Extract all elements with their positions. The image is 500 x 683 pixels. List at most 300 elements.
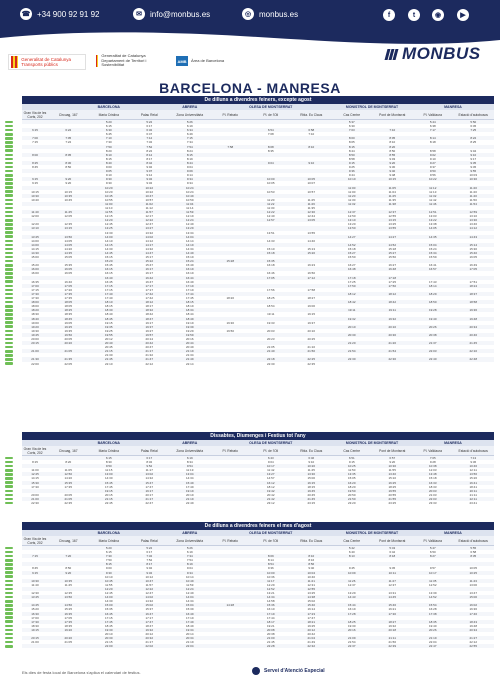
time-cell: 22:02 (145, 644, 153, 649)
time-cell: 9:54 (186, 464, 193, 469)
time-cell: 15:30 (31, 480, 39, 485)
time-cell: 15:44 (347, 603, 356, 608)
time-cell: 11:19 (186, 468, 194, 473)
time-cell: 14:14 (185, 238, 194, 243)
column-label: Maria Cristina (98, 112, 119, 117)
time-cell: 6:45 (470, 124, 477, 129)
column-label: Zona Universitària (176, 448, 204, 453)
column-label: Pont de Montsrrat (379, 112, 406, 117)
time-cell: 9:45 (348, 566, 355, 571)
time-cell: 8:22 (146, 148, 153, 153)
time-cell: 12:49 (185, 222, 194, 227)
time-cell: 12:40 (266, 214, 275, 219)
time-cell: 11:30 (348, 197, 356, 202)
time-cell: 14:32 (145, 246, 153, 251)
column-label: Pont de Montsrrat (379, 448, 406, 453)
time-cell: 7:05 (429, 456, 436, 460)
time-cell: 14:00 (104, 595, 113, 600)
time-cell: 19:05 (64, 320, 72, 325)
time-cell: 19:40 (428, 623, 437, 628)
time-cell: 7:52 (146, 558, 153, 563)
time-cell: 10:15 (388, 177, 396, 182)
time-cell: 13:30 (307, 472, 315, 477)
time-cell: 10:36 (266, 574, 275, 579)
time-cell: 15:59 (428, 255, 437, 260)
time-cell (48, 644, 89, 648)
time-cell: 6:19 (186, 550, 193, 555)
time-cell: 9:28 (429, 460, 436, 465)
time-cell: 5:20 (105, 546, 112, 550)
time-cell: 12:15 (104, 214, 113, 219)
globe-icon: ◎ (242, 8, 254, 20)
time-cell: 15:18 (266, 251, 275, 255)
time-cell: 17:42 (145, 291, 153, 296)
timetable-section (22, 96, 494, 366)
time-cell: 18:15 (185, 300, 194, 305)
info-icon (252, 667, 260, 675)
time-cell: 22:00 (31, 361, 39, 366)
time-cell: 15:10 (388, 476, 396, 481)
table-row (22, 501, 494, 505)
time-cell: 10:11 (388, 570, 396, 575)
column-label: Rbla. Eu Claus (300, 538, 323, 543)
time-cell: 22:12 (145, 361, 153, 366)
time-cell: 18:42 (347, 300, 356, 305)
time-cell: 10:22 (145, 185, 153, 190)
time-cell: 9:32 (146, 177, 153, 182)
time-cell: 9:30 (105, 177, 112, 182)
time-cell: 9:30 (389, 165, 396, 170)
time-cell: 13:15 (388, 218, 396, 223)
column-label: Pl. Valldaura (423, 112, 442, 117)
time-cell: 16:40 (104, 275, 113, 280)
calendar-icon (3, 644, 17, 648)
time-cell: 18:10 (104, 300, 113, 305)
time-cell: 18:58 (469, 300, 477, 305)
time-cell: 20:03 (266, 328, 275, 333)
time-cell: 15:34 (428, 251, 437, 255)
time-cell: 12:47 (145, 591, 153, 596)
time-cell: 8:55 (389, 152, 396, 157)
time-cell: 17:30 (31, 291, 39, 296)
time-cell: 17:05 (64, 283, 72, 288)
time-cell: 22:12 (469, 640, 477, 645)
time-cell: 10:20 (104, 189, 113, 194)
time-cell: 9:35 (470, 160, 477, 165)
time-cell: 15:27 (347, 251, 356, 255)
time-cell: 7:00 (32, 136, 38, 141)
time-cell: 14:34 (266, 595, 275, 600)
time-cell: 15:04 (185, 603, 194, 608)
time-cell: 7:58 (227, 144, 234, 149)
time-cell: 15:54 (428, 603, 437, 608)
time-cell: 21:15 (104, 496, 113, 501)
time-cell: 10:57 (145, 197, 153, 202)
time-cell: 6:58 (470, 550, 477, 555)
footnote: Els dies de festa local de Barcelona s'aplica el calendari de festius. (22, 670, 141, 675)
time-cell: 15:19 (185, 255, 194, 260)
time-cell: 8:00 (348, 136, 355, 141)
time-cell: 15:50 (347, 255, 356, 260)
time-cell: 19:29 (185, 328, 194, 333)
time-cell: 12:45 (31, 472, 39, 477)
time-cell: 12:29 (266, 582, 275, 587)
time-cell: 20:16 (185, 336, 194, 341)
time-cell: 19:32 (145, 627, 153, 632)
time-cell: 20:11 (469, 488, 477, 493)
time-cell: 13:27 (145, 226, 153, 231)
time-cell: 16:19 (347, 607, 356, 612)
time-cell: 20:05 (64, 492, 72, 497)
time-cell: 12:31 (307, 582, 315, 587)
time-cell: 7:22 (65, 140, 72, 145)
table-row (22, 644, 494, 648)
time-cell: 12:30 (307, 210, 315, 215)
time-cell: 19:28 (428, 308, 437, 313)
time-cell: 6:43 (267, 456, 274, 460)
instagram-icon[interactable]: ◉ (432, 9, 444, 21)
time-cell: 19:45 (307, 488, 315, 493)
origin-label: MANRESA (444, 531, 462, 535)
time-cell: 17:35 (64, 291, 72, 296)
time-cell: 18:25 (266, 296, 275, 301)
time-cell: 5:50 (470, 120, 477, 124)
time-cell: 8:18 (429, 140, 436, 145)
time-cell: 11:00 (348, 189, 356, 194)
time-cell: 12:35 (64, 591, 72, 596)
time-cell: 21:05 (64, 496, 72, 501)
time-cell: 21:17 (145, 496, 153, 501)
time-cell: 8:54 (267, 562, 274, 567)
time-cell: 17:47 (307, 615, 315, 620)
time-cell: 16:47 (145, 611, 153, 616)
time-cell: 15:45 (104, 263, 113, 268)
time-cell: 15:40 (469, 251, 477, 255)
time-cell: 11:20 (267, 197, 275, 202)
origin-label: MANRESA (444, 441, 462, 445)
time-cell: 9:02 (429, 152, 436, 157)
time-cell: 10:49 (185, 578, 194, 583)
time-cell: 12:57 (266, 218, 275, 223)
time-cell: 16:48 (347, 267, 356, 272)
time-cell: 14:04 (185, 234, 194, 239)
time-cell: 19:48 (469, 623, 477, 628)
time-cell: 14:32 (145, 476, 153, 481)
time-cell: 20:16 (347, 627, 356, 632)
time-cell: 18:42 (145, 312, 153, 317)
time-cell: 11:05 (388, 185, 396, 190)
time-cell: 10:22 (145, 189, 153, 194)
time-cell: 8:32 (146, 460, 153, 465)
time-cell: 11:13 (429, 189, 437, 194)
time-cell: 11:17 (145, 468, 153, 473)
time-cell: 11:10 (105, 205, 113, 210)
time-cell: 19:45 (31, 332, 39, 337)
time-cell: 13:10 (31, 226, 39, 231)
time-cell: 22:35 (307, 361, 315, 366)
time-cell: 14:45 (31, 603, 39, 608)
time-cell: 9:04 (186, 165, 193, 170)
support-link[interactable]: Servei d'Atenció Especial (252, 667, 325, 675)
time-cell: 14:30 (104, 599, 113, 604)
time-cell: 14:40 (307, 238, 315, 243)
time-cell: 10:09 (347, 570, 356, 575)
time-cell: 12:45 (104, 591, 113, 596)
time-cell: 13:15 (64, 226, 72, 231)
time-cell: 9:20 (389, 460, 396, 465)
time-cell: 17:40 (104, 291, 113, 296)
time-cell: 10:17 (266, 464, 275, 469)
time-cell: 20:15 (31, 341, 39, 346)
time-cell: 14:15 (104, 242, 113, 247)
time-cell: 10:07 (307, 181, 315, 186)
time-cell: 19:30 (104, 627, 113, 632)
time-cell: 9:30 (105, 570, 112, 575)
time-cell: 14:30 (104, 246, 113, 251)
time-cell: 13:30 (469, 218, 477, 223)
time-cell: 22:30 (388, 357, 396, 362)
time-cell: 15:00 (307, 476, 315, 481)
time-cell: 20:47 (145, 345, 153, 350)
time-cell: 22:05 (64, 361, 72, 366)
time-cell: 18:12 (145, 300, 153, 305)
time-cell: 15:20 (31, 607, 39, 612)
time-cell (453, 362, 494, 366)
time-cell: 9:07 (146, 169, 153, 174)
time-cell: 11:42 (267, 468, 275, 473)
time-cell (22, 644, 48, 648)
time-cell: 14:27 (388, 234, 396, 239)
time-cell: 20:08 (266, 627, 275, 632)
time-cell: 21:56 (388, 640, 396, 645)
time-cell: 18:00 (31, 304, 39, 309)
time-cell: 12:20 (31, 222, 39, 227)
time-cell: 22:37 (347, 644, 356, 649)
time-cell: 22:30 (31, 501, 39, 506)
time-cell: 7:08 (267, 132, 274, 137)
time-cell: 15:39 (185, 607, 194, 612)
service-day-markers (3, 120, 17, 366)
column-label: Pl. de l'Oli (263, 112, 279, 117)
time-cell: 8:12 (146, 152, 153, 157)
time-cell: 22:48 (469, 357, 477, 362)
time-cell: 19:50 (226, 328, 234, 333)
time-cell: 9:20 (65, 181, 72, 186)
time-cell: 10:15 (31, 189, 39, 194)
time-cell: 16:42 (145, 275, 153, 280)
time-cell: 9:27 (429, 160, 436, 165)
time-cell: 14:30 (31, 251, 39, 255)
time-cell: 15:35 (64, 263, 72, 268)
time-cell: 6:50 (429, 550, 436, 555)
time-cell: 16:47 (145, 279, 153, 284)
origin-label: BARCELONA (97, 441, 120, 445)
time-cell: 6:15 (105, 550, 112, 555)
time-cell: 11:45 (64, 582, 72, 587)
time-cell (413, 362, 454, 366)
time-cell: 15:27 (388, 251, 396, 255)
time-cell: 7:34 (186, 140, 193, 145)
time-cell: 16:44 (185, 275, 194, 280)
time-cell: 14:30 (104, 476, 113, 481)
time-cell: 20:34 (469, 324, 477, 329)
time-cell: 15:04 (428, 242, 437, 247)
time-cell: 16:46 (266, 271, 275, 276)
time-cell: 18:05 (64, 304, 72, 309)
time-cell: 17:45 (104, 484, 113, 489)
time-cell: 14:00 (31, 238, 39, 243)
time-cell: 17:45 (104, 619, 113, 624)
time-cell: 21:50 (347, 496, 356, 501)
time-cell (210, 644, 251, 648)
time-cell: 9:20 (65, 177, 72, 182)
time-cell: 6:17 (146, 456, 153, 460)
column-label: Pl. de l'Oli (263, 538, 279, 543)
time-cell: 14:02 (145, 234, 153, 239)
time-cell: 19:42 (266, 488, 275, 493)
time-cell: 13:05 (307, 218, 315, 223)
time-cell: 11:20 (348, 193, 356, 198)
time-cell: 11:32 (429, 193, 437, 198)
time-cell (372, 362, 413, 366)
time-cell: 21:50 (307, 349, 315, 354)
origin-label: BARCELONA (97, 105, 120, 109)
phone-contact[interactable] (20, 8, 100, 20)
time-cell: 10:24 (185, 189, 194, 194)
time-cell: 16:36 (469, 607, 477, 612)
time-cell: 6:30 (348, 124, 355, 129)
time-cell: 20:30 (388, 332, 396, 337)
time-cell: 17:15 (104, 287, 113, 292)
time-cell: 16:10 (266, 607, 275, 612)
time-cell: 11:22 (267, 201, 275, 206)
time-cell: 8:15 (105, 156, 112, 161)
time-cell: 8:20 (389, 144, 396, 149)
time-cell: 15:35 (266, 259, 275, 264)
time-cell: 18:00 (31, 300, 39, 305)
time-cell: 8:10 (308, 144, 315, 149)
time-cell: 13:50 (64, 234, 72, 239)
phone-number: +34 900 92 91 92 (37, 9, 100, 19)
time-cell: 22:18 (266, 357, 275, 362)
time-cell: 20:15 (104, 492, 113, 497)
time-cell: 15:49 (185, 480, 194, 485)
time-cell: 20:18 (388, 627, 396, 632)
time-cell: 18:29 (428, 291, 437, 296)
phone-icon: ☎ (20, 8, 32, 20)
time-cell: 6:49 (186, 132, 193, 137)
time-cell: 10:55 (104, 197, 113, 202)
web-contact[interactable] (242, 8, 298, 20)
time-cell: 15:00 (31, 255, 39, 260)
twitter-icon[interactable]: t (408, 9, 420, 21)
time-cell: 17:42 (145, 296, 153, 301)
time-cell: 15:45 (104, 480, 113, 485)
time-cell: 9:40 (389, 169, 396, 174)
time-cell: 20:42 (145, 341, 153, 346)
time-cell: 9:09 (186, 169, 193, 174)
time-cell: 19:17 (145, 320, 153, 325)
time-cell: 18:12 (388, 291, 396, 296)
time-cell: 8:05 (389, 136, 396, 141)
time-cell: 14:02 (145, 595, 153, 600)
time-cell: 8:15 (348, 144, 355, 149)
time-cell: 9:32 (146, 570, 153, 575)
time-cell: 9:34 (186, 177, 193, 182)
time-cell: 8:05 (348, 140, 355, 145)
time-cell: 16:15 (104, 267, 113, 272)
time-cell: 6:46 (308, 456, 315, 460)
time-cell: 20:38 (266, 631, 275, 636)
time-cell: 20:34 (185, 636, 194, 641)
time-cell: 19:25 (104, 328, 113, 333)
time-cell: 16:00 (31, 267, 39, 272)
time-cell: 19:30 (226, 320, 234, 325)
gencat-transport-logo: Generalitat de Catalunya Transports públics (8, 54, 86, 70)
time-cell: 21:54 (347, 349, 356, 354)
time-cell: 14:34 (185, 599, 194, 604)
timetable-body (22, 456, 494, 505)
time-cell: 8:16 (308, 558, 315, 563)
time-cell: 22:03 (428, 496, 437, 501)
youtube-icon[interactable]: ▶ (457, 9, 469, 21)
origin-label: ABRERA (182, 105, 198, 109)
time-cell: 11:45 (64, 210, 72, 215)
time-cell: 11:05 (64, 468, 72, 473)
time-cell: 16:28 (428, 607, 437, 612)
time-cell: 9:45 (470, 165, 477, 170)
time-cell: 11:42 (429, 197, 437, 202)
origin-label: ABRERA (182, 441, 198, 445)
time-cell: 18:35 (64, 312, 72, 317)
time-cell: 7:10 (389, 128, 396, 133)
time-cell: 9:34 (186, 181, 193, 186)
column-label: Estació d'autobusos (458, 538, 488, 543)
time-cell: 17:58 (307, 287, 315, 292)
time-cell: 21:27 (469, 636, 477, 641)
time-cell: 10:57 (307, 189, 315, 194)
time-cell: 14:04 (185, 595, 194, 600)
facebook-icon[interactable]: f (383, 9, 395, 21)
time-cell: 14:20 (64, 476, 72, 481)
time-cell: 11:40 (31, 210, 39, 215)
time-cell: 20:30 (347, 332, 356, 337)
time-cell: 18:33 (428, 484, 437, 489)
time-cell: 9:30 (105, 181, 112, 186)
time-cell: 19:11 (388, 308, 396, 313)
time-cell: 18:40 (31, 316, 39, 321)
time-cell: 14:12 (469, 226, 477, 231)
time-cell: 17:15 (104, 615, 113, 620)
time-cell: 7:05 (65, 136, 72, 141)
time-cell: 13:03 (428, 214, 437, 219)
time-cell: 21:30 (31, 357, 39, 362)
column-label: Pl. Valldaura (423, 538, 442, 543)
time-cell: 21:30 (104, 353, 113, 358)
time-cell: 16:14 (307, 607, 315, 612)
time-cell: 9:57 (429, 566, 436, 571)
time-cell: 18:30 (31, 312, 39, 317)
time-cell: 17:50 (388, 283, 396, 288)
time-cell: 11:30 (267, 205, 275, 210)
time-cell: 20:42 (307, 631, 315, 636)
time-cell: 17:17 (145, 287, 153, 292)
time-cell: 21:17 (145, 640, 153, 645)
time-cell: 13:50 (347, 226, 356, 231)
time-cell: 11:46 (429, 201, 437, 206)
time-cell: 9:10 (429, 156, 436, 161)
email-contact[interactable] (133, 8, 210, 20)
